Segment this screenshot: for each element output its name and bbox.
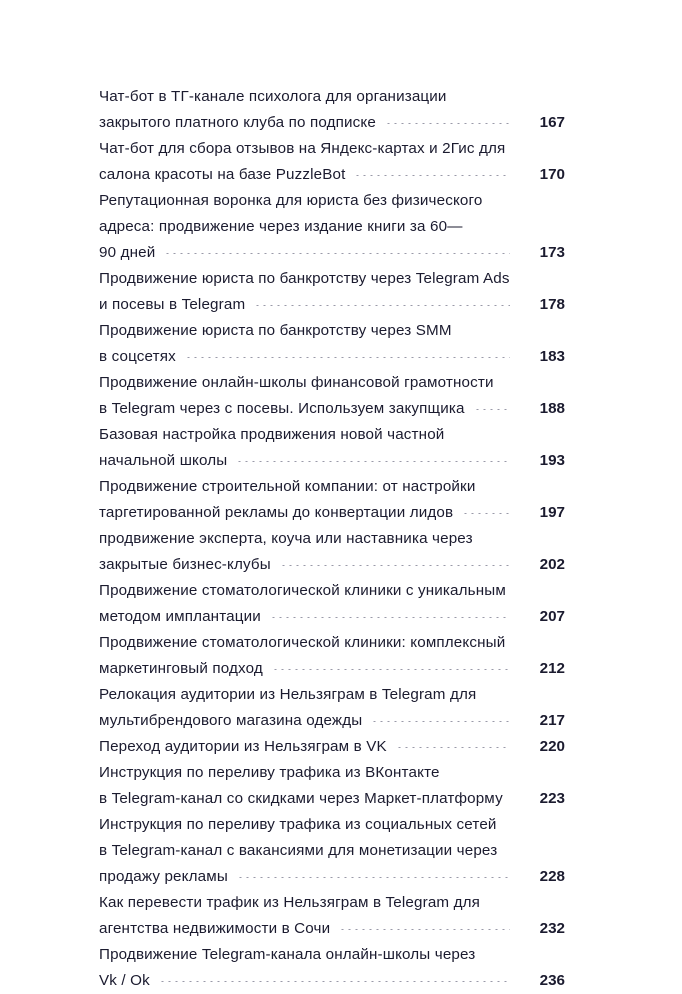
toc-entry-row-continued[interactable] — [99, 682, 565, 708]
toc-entry-title-line: адреса: продвижение через издание книги за 60— — [99, 218, 463, 235]
toc-entry-title-line: в соцсетях — [99, 348, 176, 365]
toc-entry-row-continued[interactable] — [99, 188, 565, 214]
toc-dot-leader — [270, 617, 510, 618]
toc-entry-title-line: Продвижение Telegram-канала онлайн-школы через — [99, 946, 476, 963]
toc-entry-title-line: в Telegram через с посевы. Используем закупщика — [99, 400, 465, 417]
toc-entry-title-line: Продвижение юриста по банкротству через SMM — [99, 322, 452, 339]
toc-entry-title-line: продажу рекламы — [99, 868, 228, 885]
toc-entry-title-line: Чат-бот для сбора отзывов на Яндекс-картах и 2Гис для — [99, 140, 506, 157]
toc-entry-row[interactable] — [99, 864, 565, 890]
toc-entry-list — [99, 84, 565, 994]
toc-entry-title-line: таргетированной рекламы до конвертации лидов — [99, 504, 454, 521]
toc-page-number[interactable]: 212 — [539, 660, 565, 677]
toc-entry-title-line: Как перевести трафик из Нельзяграм в Telegram для — [99, 894, 481, 911]
toc-dot-leader — [474, 409, 510, 410]
toc-entry-title-line: Продвижение стоматологической клиники с уникальным — [99, 582, 506, 599]
toc-entry-row[interactable] — [99, 916, 565, 942]
toc-page-number[interactable]: 220 — [539, 738, 565, 755]
toc-dot-leader — [371, 721, 510, 722]
toc-entry-row[interactable] — [99, 448, 565, 474]
toc-page-number[interactable]: 178 — [539, 296, 565, 313]
toc-page-number[interactable]: 183 — [539, 348, 565, 365]
toc-dot-leader — [462, 513, 510, 514]
toc-entry-title-line: 90 дней — [99, 244, 156, 261]
toc-entry-row[interactable] — [99, 110, 565, 136]
toc-entry-title-line: в Telegram-канал со скидками через Маркет-платформу — [99, 790, 503, 807]
toc-entry-row[interactable] — [99, 656, 565, 682]
toc-entry-row-continued[interactable] — [99, 760, 565, 786]
toc-entry-row[interactable] — [99, 734, 565, 760]
toc-entry-title-line: и посевы в Telegram — [99, 296, 246, 313]
toc-entry-row[interactable] — [99, 968, 565, 994]
toc-entry-row-continued[interactable] — [99, 136, 565, 162]
toc-dot-leader — [254, 305, 510, 306]
toc-entry-row-continued[interactable] — [99, 84, 565, 110]
toc-page-number[interactable]: 236 — [539, 972, 565, 989]
toc-dot-leader — [339, 929, 510, 930]
toc-entry-row[interactable] — [99, 786, 565, 812]
toc-dot-leader — [272, 669, 510, 670]
toc-entry-title-line: в Telegram-канал с вакансиями для монетизации через — [99, 842, 498, 859]
toc-page-number[interactable]: 167 — [539, 114, 565, 131]
toc-entry-title-line: Продвижение стоматологической клиники: комплексный — [99, 634, 506, 651]
toc-entry-title-line: агентства недвижимости в Сочи — [99, 920, 331, 937]
toc-entry-row-continued[interactable] — [99, 890, 565, 916]
toc-entry-row-continued[interactable] — [99, 838, 565, 864]
toc-page-number[interactable]: 228 — [539, 868, 565, 885]
toc-page-number[interactable]: 223 — [539, 790, 565, 807]
toc-entry-title-line: Продвижение онлайн-школы финансовой грамотности — [99, 374, 494, 391]
toc-entry-title-line: продвижение эксперта, коуча или наставника через — [99, 530, 473, 547]
toc-entry-row-continued[interactable] — [99, 370, 565, 396]
toc-entry-title-line: Продвижение юриста по банкротству через Telegram Ads — [99, 270, 510, 287]
toc-dot-leader — [237, 877, 510, 878]
toc-entry-row[interactable] — [99, 240, 565, 266]
toc-entry-title-line: Чат-бот в ТГ-канале психолога для организации — [99, 88, 447, 105]
toc-entry-title-line: салона красоты на базе PuzzleBot — [99, 166, 346, 183]
toc-entry-row[interactable] — [99, 344, 565, 370]
toc-page-number[interactable]: 170 — [539, 166, 565, 183]
toc-dot-leader — [385, 123, 510, 124]
toc-entry-row-continued[interactable] — [99, 812, 565, 838]
toc-entry-title-line: Продвижение строительной компании: от настройки — [99, 478, 476, 495]
toc-entry-title-line: Репутационная воронка для юриста без физического — [99, 192, 483, 209]
toc-entry-title-line: начальной школы — [99, 452, 228, 469]
toc-entry-title-line: Инструкция по переливу трафика из ВКонтакте — [99, 764, 440, 781]
toc-entry-row-continued[interactable] — [99, 526, 565, 552]
toc-entry-row[interactable] — [99, 604, 565, 630]
toc-page-number[interactable]: 207 — [539, 608, 565, 625]
toc-dot-leader — [236, 461, 510, 462]
toc-entry-row-continued[interactable] — [99, 318, 565, 344]
toc-page-number[interactable]: 173 — [539, 244, 565, 261]
toc-entry-title-line: Базовая настройка продвижения новой частной — [99, 426, 445, 443]
toc-entry-title-line: закрытые бизнес-клубы — [99, 556, 271, 573]
toc-page-number[interactable]: 202 — [539, 556, 565, 573]
toc-entry-row-continued[interactable] — [99, 214, 565, 240]
toc-entry-row[interactable] — [99, 500, 565, 526]
toc-dot-leader — [164, 253, 510, 254]
toc-dot-leader — [354, 175, 510, 176]
toc-entry-title-line: Релокация аудитории из Нельзяграм в Telegram для — [99, 686, 477, 703]
toc-entry-row-continued[interactable] — [99, 578, 565, 604]
toc-entry-title-line: Vk / Ok — [99, 972, 150, 989]
toc-entry-row-continued[interactable] — [99, 630, 565, 656]
toc-page-number[interactable]: 197 — [539, 504, 565, 521]
toc-page-number[interactable]: 193 — [539, 452, 565, 469]
toc-entry-row[interactable] — [99, 292, 565, 318]
toc-entry-row-continued[interactable] — [99, 266, 565, 292]
toc-dot-leader — [185, 357, 510, 358]
toc-entry-row-continued[interactable] — [99, 422, 565, 448]
toc-entry-title-line: закрытого платного клуба по подписке — [99, 114, 376, 131]
toc-page-number[interactable]: 232 — [539, 920, 565, 937]
toc-dot-leader — [396, 747, 510, 748]
toc-entry-title-line: Переход аудитории из Нельзяграм в VK — [99, 738, 387, 755]
toc-dot-leader — [159, 981, 510, 982]
toc-entry-title-line: Инструкция по переливу трафика из социальных сетей — [99, 816, 497, 833]
toc-entry-title-line: мультибрендового магазина одежды — [99, 712, 363, 729]
toc-page-number[interactable]: 217 — [539, 712, 565, 729]
toc-entry-title-line: методом имплантации — [99, 608, 261, 625]
toc-entry-title-line: маркетинговый подход — [99, 660, 263, 677]
toc-entry-row-continued[interactable] — [99, 942, 565, 968]
toc-page-number[interactable]: 188 — [539, 400, 565, 417]
toc-entry-row[interactable] — [99, 708, 565, 734]
toc-entry-row[interactable] — [99, 162, 565, 188]
toc-dot-leader — [280, 565, 510, 566]
toc-entry-row[interactable] — [99, 396, 565, 422]
toc-entry-row[interactable] — [99, 552, 565, 578]
toc-entry-row-continued[interactable] — [99, 474, 565, 500]
